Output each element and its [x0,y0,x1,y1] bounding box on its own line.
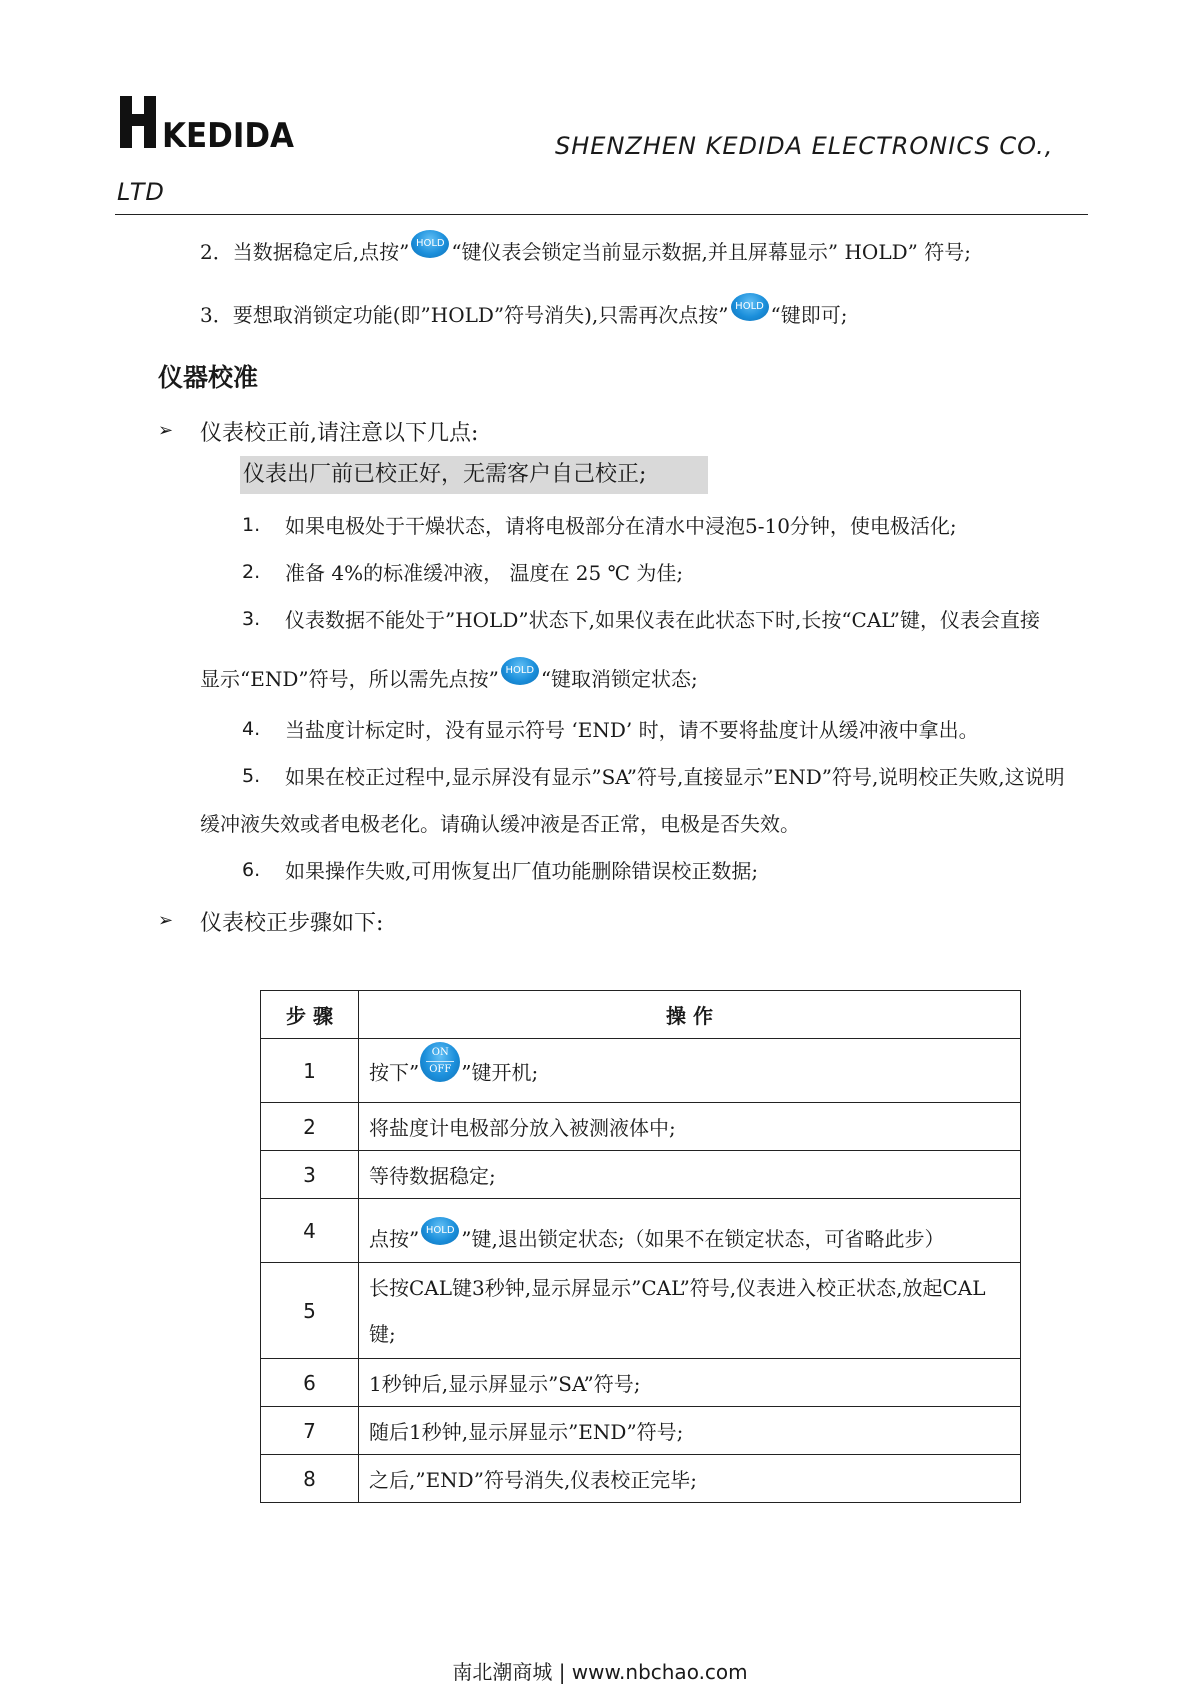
hold-button-icon: HOLD [731,293,769,321]
header-divider [115,214,1088,215]
step-number: 5 [261,1263,359,1359]
footer-link[interactable]: 南北潮商城 | www.nbchao.com [452,1660,748,1684]
hold-button-icon: HOLD [411,230,449,258]
step-operation: 等待数据稳定; [359,1151,1021,1199]
hold-button-icon: HOLD [421,1217,459,1245]
note-5: 如果在校正过程中,显示屏没有显示”SA”符号,直接显示”END”符号,说明校正失败,这说明 [285,765,1065,789]
step-operation: 点按” HOLD ”键,退出锁定状态;（如果不在锁定状态，可省略此步） [359,1199,1021,1263]
section-title: 仪器校准 [158,363,259,392]
svg-text:KEDIDA: KEDIDA [162,116,295,152]
note-number: 4. [242,718,261,740]
note-number: 1. [242,514,261,536]
highlighted-note: 仪表出厂前已校正好，无需客户自己校正; [240,456,708,494]
calibration-steps-table [260,990,1021,1503]
step-number: 1 [261,1039,359,1103]
step-number: 3 [261,1151,359,1199]
step-number: 7 [261,1407,359,1455]
step-operation: 将盐度计电极部分放入被测液体中; [359,1103,1021,1151]
step-operation: 1秒钟后,显示屏显示”SA”符号; [359,1359,1021,1407]
note-3: 仪表数据不能处于”HOLD”状态下,如果仪表在此状态下时,长按“CAL”键，仪表会直接 [285,608,1040,632]
note-number: 3. [242,608,261,630]
hold-button-icon: HOLD [501,657,539,685]
table-row [261,1151,1021,1199]
note-4: 当盐度计标定时，没有显示符号 ‘END’ 时，请不要将盐度计从缓冲液中拿出。 [285,718,979,742]
arrow-bullet-icon: ➢ [158,910,174,931]
table-row [261,1407,1021,1455]
step-number: 2 [261,1103,359,1151]
step-number: 8 [261,1455,359,1503]
note-number: 6. [242,859,261,881]
on-off-button-icon: ON OFF [420,1042,460,1082]
hold-step-3: 3．要想取消锁定功能(即”HOLD”符号消失),只需再次点按” HOLD “键即可; [200,303,847,327]
company-name-ltd: LTD [117,178,165,206]
bullet-precautions: 仪表校正前,请注意以下几点: [200,421,479,446]
step-number: 4 [261,1199,359,1263]
table-row [261,1039,1021,1103]
table-row [261,1263,1021,1359]
table-row [261,1199,1021,1263]
step-number: 6 [261,1359,359,1407]
company-name: SHENZHEN KEDIDA ELECTRONICS CO., [555,132,1054,160]
header-step: 步 骤 [261,991,359,1039]
note-3-continued: 显示“END”符号，所以需先点按” HOLD “键取消锁定状态; [200,667,698,691]
table-row [261,1359,1021,1407]
arrow-bullet-icon: ➢ [158,420,174,441]
table-row [261,1103,1021,1151]
note-6: 如果操作失败,可用恢复出厂值功能删除错误校正数据; [285,859,759,883]
header-operation: 操 作 [359,991,1021,1039]
table-header-row [261,991,1021,1039]
hold-step-2: 2．当数据稳定后,点按” HOLD “键仪表会锁定当前显示数据,并且屏幕显示” HOLD” 符号; [200,240,971,264]
step-operation: 按下” ON OFF ”键开机; [359,1039,1021,1103]
kedida-logo [118,92,298,152]
note-number: 5. [242,765,261,787]
note-1: 如果电极处于干燥状态，请将电极部分在清水中浸泡5-10分钟，使电极活化; [285,514,957,538]
note-5-continued: 缓冲液失效或者电极老化。请确认缓冲液是否正常，电极是否失效。 [200,812,800,836]
step-operation: 随后1秒钟,显示屏显示”END”符号; [359,1407,1021,1455]
note-number: 2. [242,561,261,583]
step-operation: 之后,”END”符号消失,仪表校正完毕; [359,1455,1021,1503]
bullet-steps: 仪表校正步骤如下: [200,911,384,936]
step-operation: 长按CAL键3秒钟,显示屏显示”CAL”符号,仪表进入校正状态,放起CAL 键; [359,1263,1021,1359]
note-2: 准备 4%的标准缓冲液， 温度在 25 ℃ 为佳; [285,561,684,585]
table-row [261,1455,1021,1503]
